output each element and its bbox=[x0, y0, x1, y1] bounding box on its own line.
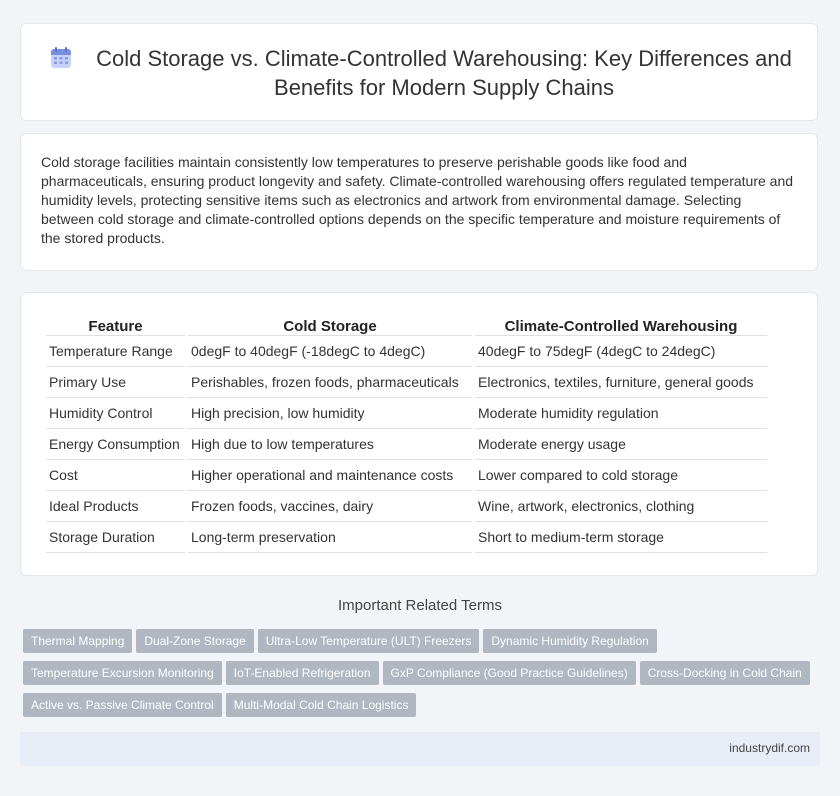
table-row bbox=[46, 336, 767, 367]
table-cell: Storage Duration bbox=[46, 522, 185, 553]
table-row bbox=[46, 429, 767, 460]
table-cell: Lower compared to cold storage bbox=[475, 460, 767, 491]
table-cell: Humidity Control bbox=[46, 398, 185, 429]
table-cell: Ideal Products bbox=[46, 491, 185, 522]
table-row bbox=[46, 491, 767, 522]
table-row bbox=[46, 460, 767, 491]
table-row bbox=[46, 367, 767, 398]
term-tag[interactable]: Temperature Excursion Monitoring bbox=[23, 661, 222, 685]
term-tag[interactable]: IoT-Enabled Refrigeration bbox=[226, 661, 379, 685]
table-cell: Perishables, frozen foods, pharmaceuticals bbox=[188, 367, 472, 398]
table-row bbox=[46, 522, 767, 553]
term-tag[interactable]: Active vs. Passive Climate Control bbox=[23, 693, 222, 717]
term-tag[interactable]: Thermal Mapping bbox=[23, 629, 132, 653]
table-cell: Primary Use bbox=[46, 367, 185, 398]
table-cell: High precision, low humidity bbox=[188, 398, 472, 429]
intro-paragraph: Cold storage facilities maintain consistently low temperatures to preserve perishable goods like food and pharmaceuticals, ensuring product longevity and safety. Climate-controlled warehousing offers regulated temperature and humidity levels, protecting sensitive items such as electronics and artwork from environmental damage. Selecting between cold storage and climate-controlled options depends on the specific temperature and moisture requirements of the stored products. bbox=[41, 154, 794, 246]
table-cell: Long-term preservation bbox=[188, 522, 472, 553]
table-header-row bbox=[46, 315, 767, 336]
comparison-table bbox=[43, 315, 770, 553]
footer bbox=[20, 732, 820, 766]
term-tag[interactable]: Dual-Zone Storage bbox=[136, 629, 253, 653]
table-cell: 40degF to 75degF (4degC to 24degC) bbox=[475, 336, 767, 367]
table-cell: Wine, artwork, electronics, clothing bbox=[475, 491, 767, 522]
table-cell: Short to medium-term storage bbox=[475, 522, 767, 553]
header-feature: Feature bbox=[46, 315, 185, 336]
page-title: Cold Storage vs. Climate-Controlled Warehousing: Key Differences and Benefits for Modern Supply Chains bbox=[96, 46, 792, 100]
related-terms-title: Important Related Terms bbox=[338, 597, 502, 614]
table-cell: Electronics, textiles, furniture, general goods bbox=[475, 367, 767, 398]
table-cell: 0degF to 40degF (-18degC to 4degC) bbox=[188, 336, 472, 367]
table-row bbox=[46, 398, 767, 429]
table-cell: Moderate humidity regulation bbox=[475, 398, 767, 429]
term-tag[interactable]: Dynamic Humidity Regulation bbox=[483, 629, 656, 653]
term-tag[interactable]: Ultra-Low Temperature (ULT) Freezers bbox=[258, 629, 480, 653]
term-tag[interactable]: GxP Compliance (Good Practice Guidelines) bbox=[383, 661, 636, 685]
table-cell: Cost bbox=[46, 460, 185, 491]
table-cell: Frozen foods, vaccines, dairy bbox=[188, 491, 472, 522]
header-climate-controlled: Climate-Controlled Warehousing bbox=[475, 315, 767, 336]
table-cell: High due to low temperatures bbox=[188, 429, 472, 460]
intro-card bbox=[20, 133, 818, 271]
table-cell: Temperature Range bbox=[46, 336, 185, 367]
related-terms-list bbox=[23, 629, 823, 725]
calendar-icon bbox=[49, 46, 73, 70]
table-cell: Moderate energy usage bbox=[475, 429, 767, 460]
term-tag[interactable]: Cross-Docking in Cold Chain bbox=[640, 661, 810, 685]
comparison-card bbox=[20, 292, 818, 576]
table-cell: Energy Consumption bbox=[46, 429, 185, 460]
header-card bbox=[20, 23, 818, 121]
term-tag[interactable]: Multi-Modal Cold Chain Logistics bbox=[226, 693, 417, 717]
table-cell: Higher operational and maintenance costs bbox=[188, 460, 472, 491]
footer-site-link[interactable]: industrydif.com bbox=[729, 741, 810, 755]
header-cold-storage: Cold Storage bbox=[188, 315, 472, 336]
